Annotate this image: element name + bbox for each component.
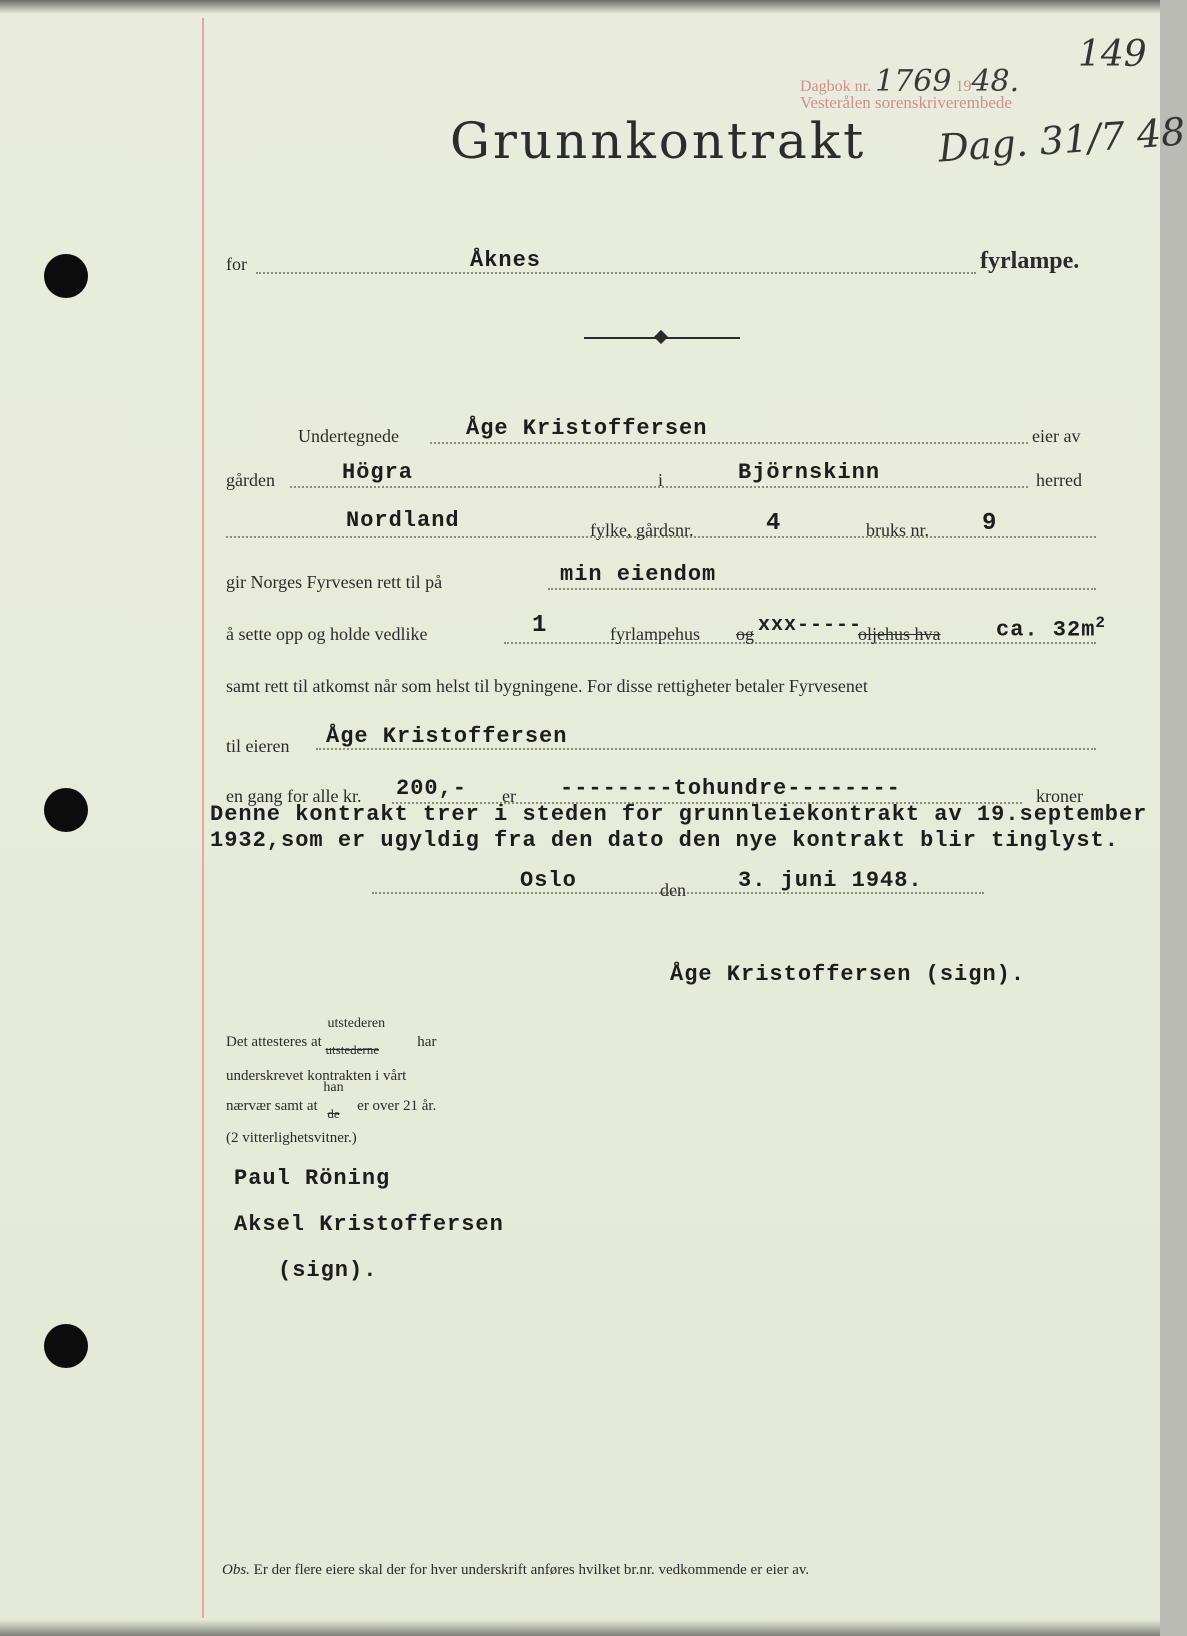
recorded-note: Dag. 31/7 48 <box>936 109 1187 171</box>
lighthouse-place: Åknes <box>470 248 542 273</box>
payee-label: til eieren <box>226 736 290 756</box>
undertegnede-label: Undertegnede <box>298 426 399 446</box>
punch-hole-top <box>44 254 88 298</box>
owner-dotted-line <box>430 442 1028 444</box>
access-text: samt rett til atkomst når som helst til bygningene. For disse rettigheter betaler Fyrvesenet <box>226 676 868 696</box>
bruksnr: 9 <box>982 510 998 537</box>
for-label: for <box>226 254 247 274</box>
grant-value: min eiendom <box>560 562 717 587</box>
punch-hole-bottom <box>44 1324 88 1368</box>
witness-1: Paul Röning <box>234 1166 391 1191</box>
fyrlampe-label: fyrlampe. <box>980 248 1080 274</box>
typed-note-line1: Denne kontrakt trer i steden for grunnleiekontrakt av 19.september <box>210 802 1148 827</box>
grant-label: gir Norges Fyrvesen rett til på <box>226 572 443 592</box>
fyrlampehus-label: fyrlampehus <box>610 624 700 644</box>
ornament-diamond <box>654 330 668 344</box>
bruksnr-label: bruks nr. <box>866 520 929 540</box>
struck-oljehus: oljehus hva <box>858 624 941 644</box>
registry-stamp-line1: Dagbok nr. 1769 1948. <box>800 64 1020 99</box>
municipality: Björnskinn <box>738 460 881 485</box>
place: Oslo <box>520 868 577 893</box>
date: 3. juni 1948. <box>738 868 923 893</box>
attest-line1: Det attesteres at utstederen utstederne har <box>226 1016 437 1057</box>
struck-og: og <box>736 624 754 644</box>
amount-label: en gang for alle kr. <box>226 786 362 806</box>
payee-name: Åge Kristoffersen <box>326 724 568 749</box>
page-number: 149 <box>1078 34 1147 75</box>
owner-name: Åge Kristoffersen <box>466 416 708 441</box>
lamp-count: 1 <box>532 612 548 639</box>
er-label: er <box>502 786 516 806</box>
kroner-label: kroner <box>1036 786 1083 806</box>
gardsnr: 4 <box>766 510 782 537</box>
attest-line2: underskrevet kontrakten i vårt <box>226 1068 407 1084</box>
margin-line <box>202 18 204 1618</box>
footnote: Obs. Er der flere eiere skal der for hver underskrift anføres hvilket br.nr. vedkommende er eier av. <box>222 1562 810 1578</box>
i-label: i <box>658 470 664 490</box>
size: ca. $32m^2$ <box>996 614 1107 643</box>
garden-label: gården <box>226 470 275 490</box>
farm-name: Högra <box>342 460 414 485</box>
attest-line3: nærvær samt at han de er over 21 år. <box>226 1080 437 1121</box>
punch-hole-middle <box>44 788 88 832</box>
typed-note-line2: 1932,som er ugyldig fra den dato den nye kontrakt blir tinglyst. <box>210 828 1119 853</box>
county: Nordland <box>346 508 460 533</box>
witness-2: Aksel Kristoffersen <box>234 1212 504 1237</box>
scan-top-edge <box>0 0 1160 14</box>
eier-av-label: eier av <box>1032 426 1081 446</box>
grant-dotted-line <box>548 588 1096 590</box>
erect-label: å sette opp og holde vedlike <box>226 624 428 644</box>
amount-words: --------tohundre-------- <box>560 776 901 801</box>
den-label: den <box>660 880 686 900</box>
herred-label: herred <box>1036 470 1082 490</box>
attest-line4: (2 vitterlighetsvitner.) <box>226 1130 357 1146</box>
for-dotted-line <box>256 272 976 274</box>
owner-signature: Åge Kristoffersen (sign). <box>670 962 1026 987</box>
amount-value: 200,- <box>396 776 468 801</box>
page-title: Grunnkontrakt <box>450 112 867 170</box>
witness-sign: (sign). <box>278 1258 378 1283</box>
typed-strikeout: xxx----- <box>758 614 863 637</box>
scan-bottom-edge <box>0 1620 1160 1636</box>
fylke-gardsnr-label: fylke, gårdsnr. <box>590 520 694 540</box>
registry-stamp-line2: Vesterålen sorenskriverembede <box>800 93 1012 112</box>
